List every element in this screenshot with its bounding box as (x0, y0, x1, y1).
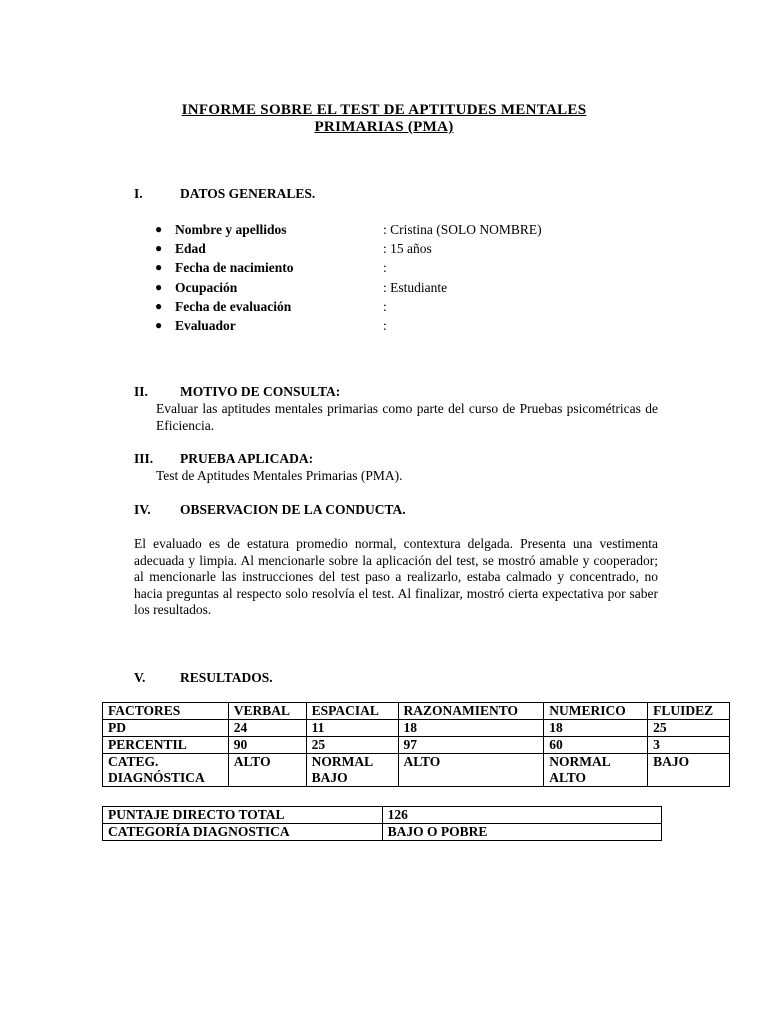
field-label: Fecha de evaluación (175, 298, 292, 314)
field-value: : (383, 260, 387, 276)
field-value: : (383, 317, 387, 333)
report-title (0, 102, 768, 136)
section-title: RESULTADOS. (180, 670, 273, 685)
results-table (102, 702, 730, 787)
field-value: : Estudiante (383, 279, 448, 295)
bullet-icon: ● (155, 298, 163, 313)
table-cell: CATEG. DIAGNÓSTICA (103, 754, 229, 787)
table-cell: 18 (398, 720, 544, 737)
table-row (103, 754, 730, 787)
section-heading-prueba (134, 451, 313, 467)
field-value: : Cristina (SOLO NOMBRE) (383, 222, 542, 237)
section-title: PRUEBA APLICADA: (180, 451, 314, 466)
section-title: DATOS GENERALES. (180, 186, 316, 201)
field-label: Edad (175, 241, 206, 257)
column-header: RAZONAMIENTO (398, 703, 544, 720)
table-cell: 3 (648, 737, 730, 754)
field-label: Evaluador (175, 317, 236, 333)
summary-label: PUNTAJE DIRECTO TOTAL (103, 807, 383, 824)
table-row (103, 807, 662, 824)
section-number: V. (134, 670, 146, 685)
table-cell: 90 (228, 737, 306, 754)
field-value: : 15 años (383, 241, 432, 257)
section-title: MOTIVO DE CONSULTA: (180, 384, 341, 399)
column-header: ESPACIAL (306, 703, 398, 720)
section-heading-resultados (134, 670, 273, 686)
field-label: Ocupación (175, 279, 238, 295)
field-value: : (383, 298, 387, 314)
section-number: III. (134, 451, 154, 466)
section-number: IV. (134, 502, 151, 517)
field-label: Fecha de nacimiento (175, 260, 294, 276)
table-cell: 11 (306, 720, 398, 737)
table-cell: PERCENTIL (103, 737, 229, 754)
summary-value: 126 (382, 807, 661, 824)
section-title: OBSERVACION DE LA CONDUCTA. (180, 502, 406, 517)
table-cell: NORMAL BAJO (306, 754, 398, 787)
table-cell: BAJO (648, 754, 730, 787)
section-number: I. (134, 186, 143, 201)
prueba-text: Test de Aptitudes Mentales Primarias (PMA). (156, 468, 403, 483)
column-header: FLUIDEZ (648, 703, 730, 720)
table-cell: 25 (648, 720, 730, 737)
table-cell: 25 (306, 737, 398, 754)
table-row (103, 720, 730, 737)
table-header-row (103, 703, 730, 720)
field-label: Nombre y apellidos (175, 222, 287, 237)
table-row (103, 824, 662, 841)
table-cell: ALTO (398, 754, 544, 787)
summary-label: CATEGORÍA DIAGNOSTICA (103, 824, 383, 841)
column-header: VERBAL (228, 703, 306, 720)
table-cell: 60 (544, 737, 648, 754)
bullet-icon: ● (155, 222, 163, 236)
table-cell: 24 (228, 720, 306, 737)
table-cell: NORMAL ALTO (544, 754, 648, 787)
summary-table (102, 806, 662, 841)
column-header: FACTORES (103, 703, 229, 720)
observacion-text: El evaluado es de estatura promedio normal, contextura delgada. Presenta una vestimenta adecuada y limpia. Al mencionarle sobre la aplicación del test, se mostró amable y cooperador; al mencionarle las instrucciones del test paso a realizarlo, estaba calmado y concentrado, no hacia preguntas al respecto solo resolvía el test. Al finalizar, mostró cierta expectativa por saber los resultados. (134, 536, 658, 617)
table-cell: PD (103, 720, 229, 737)
bullet-icon: ● (155, 260, 163, 275)
section-heading-observacion (134, 502, 406, 518)
table-cell: 97 (398, 737, 544, 754)
table-row (103, 737, 730, 754)
report-title-line1: INFORME SOBRE EL TEST DE APTITUDES MENTALES (181, 102, 587, 118)
section-heading-datos (134, 186, 315, 202)
bullet-icon: ● (155, 241, 163, 256)
section-heading-motivo (134, 384, 340, 400)
table-cell: 18 (544, 720, 648, 737)
section-number: II. (134, 384, 148, 399)
column-header: NUMERICO (544, 703, 648, 720)
bullet-icon: ● (155, 279, 163, 294)
bullet-icon: ● (155, 317, 163, 332)
summary-value: BAJO O POBRE (382, 824, 661, 841)
motivo-text: Evaluar las aptitudes mentales primarias como parte del curso de Pruebas psicométricas de Eficiencia. (156, 401, 658, 433)
table-cell: ALTO (228, 754, 306, 787)
report-title-line2: PRIMARIAS (PMA) (314, 119, 454, 135)
